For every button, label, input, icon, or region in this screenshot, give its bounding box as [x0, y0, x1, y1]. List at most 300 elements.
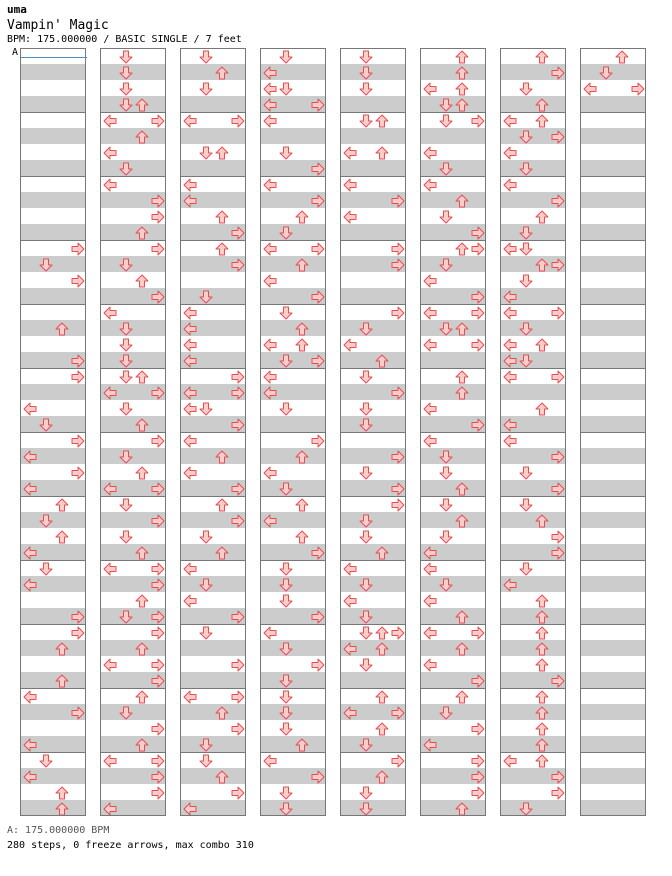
arrow-right-icon [391, 754, 405, 768]
arrow-down-icon [119, 258, 133, 272]
measure-line [21, 112, 85, 113]
row-stripe [421, 704, 485, 720]
row-stripe [341, 512, 405, 528]
arrow-down-icon [279, 50, 293, 64]
arrow-up-icon [455, 514, 469, 528]
arrow-right-icon [311, 610, 325, 624]
measure-line [181, 624, 245, 625]
arrow-down-icon [279, 354, 293, 368]
row-stripe [501, 800, 565, 816]
measure-line [101, 688, 165, 689]
site-label: uma [7, 3, 27, 16]
arrow-left-icon [23, 402, 37, 416]
arrow-right-icon [311, 434, 325, 448]
row-stripe [341, 800, 405, 816]
measure-line [261, 496, 325, 497]
arrow-right-icon [231, 386, 245, 400]
measure-line [421, 304, 485, 305]
measure-line [101, 112, 165, 113]
arrow-down-icon [599, 66, 613, 80]
arrow-left-icon [183, 306, 197, 320]
row-stripe [101, 544, 165, 560]
measure-line [421, 560, 485, 561]
measure-line [341, 112, 405, 113]
bpm-marker-line [21, 57, 87, 58]
row-stripe [341, 64, 405, 80]
arrow-right-icon [391, 258, 405, 272]
arrow-up-icon [55, 802, 69, 816]
measure-line [501, 496, 565, 497]
arrow-down-icon [439, 210, 453, 224]
row-stripe [21, 320, 85, 336]
arrow-left-icon [23, 738, 37, 752]
measure-line [341, 176, 405, 177]
arrow-up-icon [375, 722, 389, 736]
row-stripe [501, 704, 565, 720]
row-stripe [581, 416, 645, 432]
row-stripe [421, 192, 485, 208]
row-stripe [501, 320, 565, 336]
row-stripe [341, 224, 405, 240]
measure-line [581, 624, 645, 625]
arrow-down-icon [199, 754, 213, 768]
arrow-down-icon [279, 306, 293, 320]
arrow-right-icon [391, 194, 405, 208]
arrow-up-icon [375, 546, 389, 560]
arrow-down-icon [279, 578, 293, 592]
arrow-down-icon [279, 642, 293, 656]
row-stripe [421, 480, 485, 496]
row-stripe [181, 448, 245, 464]
measure-line [181, 304, 245, 305]
arrow-down-icon [279, 690, 293, 704]
arrow-left-icon [183, 354, 197, 368]
row-stripe [101, 736, 165, 752]
arrow-up-icon [375, 642, 389, 656]
arrow-right-icon [551, 66, 565, 80]
row-stripe [181, 288, 245, 304]
arrow-left-icon [263, 386, 277, 400]
row-stripe [341, 768, 405, 784]
arrow-right-icon [71, 274, 85, 288]
row-stripe [21, 416, 85, 432]
measure-line [21, 496, 85, 497]
arrow-right-icon [151, 674, 165, 688]
row-stripe [21, 512, 85, 528]
arrow-up-icon [535, 626, 549, 640]
measure-line [101, 624, 165, 625]
measure-line [501, 624, 565, 625]
arrow-right-icon [551, 530, 565, 544]
row-stripe [181, 128, 245, 144]
arrow-right-icon [151, 514, 165, 528]
arrow-left-icon [183, 114, 197, 128]
arrow-right-icon [551, 194, 565, 208]
measure-line [21, 304, 85, 305]
row-stripe [101, 128, 165, 144]
arrow-right-icon [311, 98, 325, 112]
arrow-down-icon [439, 498, 453, 512]
arrow-left-icon [583, 82, 597, 96]
arrow-left-icon [263, 754, 277, 768]
row-stripe [341, 608, 405, 624]
arrow-down-icon [359, 802, 373, 816]
row-stripe [261, 224, 325, 240]
measure-line [21, 176, 85, 177]
row-stripe [581, 96, 645, 112]
row-stripe [501, 96, 565, 112]
arrow-right-icon [311, 546, 325, 560]
arrow-right-icon [471, 338, 485, 352]
measure-line [261, 688, 325, 689]
arrow-up-icon [455, 242, 469, 256]
measure-line [581, 112, 645, 113]
arrow-left-icon [503, 178, 517, 192]
arrow-up-icon [295, 322, 309, 336]
arrow-right-icon [151, 434, 165, 448]
measure-line [181, 432, 245, 433]
row-stripe [21, 672, 85, 688]
row-stripe [181, 160, 245, 176]
arrow-up-icon [135, 466, 149, 480]
arrow-up-icon [535, 722, 549, 736]
row-stripe [101, 160, 165, 176]
row-stripe [421, 576, 485, 592]
measure-line [101, 432, 165, 433]
row-stripe [501, 640, 565, 656]
row-stripe [341, 96, 405, 112]
row-stripe [21, 640, 85, 656]
arrow-left-icon [423, 658, 437, 672]
arrow-down-icon [279, 562, 293, 576]
arrow-up-icon [375, 770, 389, 784]
row-stripe [341, 352, 405, 368]
arrow-right-icon [471, 722, 485, 736]
measure-line [501, 368, 565, 369]
row-stripe [181, 96, 245, 112]
measure-line [181, 752, 245, 753]
arrow-up-icon [535, 402, 549, 416]
row-stripe [341, 288, 405, 304]
arrow-left-icon [423, 338, 437, 352]
arrow-down-icon [359, 466, 373, 480]
arrow-down-icon [439, 322, 453, 336]
arrow-down-icon [119, 98, 133, 112]
arrow-up-icon [215, 210, 229, 224]
row-stripe [21, 288, 85, 304]
measure-line [261, 112, 325, 113]
measure-line [581, 240, 645, 241]
measure-line [261, 752, 325, 753]
arrow-left-icon [183, 466, 197, 480]
arrow-down-icon [519, 130, 533, 144]
arrow-left-icon [103, 178, 117, 192]
arrow-down-icon [439, 530, 453, 544]
arrow-right-icon [471, 242, 485, 256]
arrow-left-icon [183, 562, 197, 576]
row-stripe [581, 608, 645, 624]
arrow-left-icon [23, 482, 37, 496]
arrow-right-icon [231, 658, 245, 672]
row-stripe [421, 64, 485, 80]
arrow-up-icon [135, 738, 149, 752]
arrow-right-icon [471, 674, 485, 688]
arrow-left-icon [103, 658, 117, 672]
arrow-down-icon [279, 722, 293, 736]
row-stripe [581, 576, 645, 592]
row-stripe [21, 224, 85, 240]
arrow-right-icon [71, 466, 85, 480]
chart-column [500, 48, 566, 816]
arrow-right-icon [311, 354, 325, 368]
arrow-up-icon [135, 226, 149, 240]
row-stripe [101, 704, 165, 720]
arrow-up-icon [535, 114, 549, 128]
arrow-right-icon [231, 690, 245, 704]
arrow-up-icon [375, 626, 389, 640]
row-stripe [581, 480, 645, 496]
arrow-left-icon [503, 418, 517, 432]
row-stripe [581, 704, 645, 720]
row-stripe [181, 672, 245, 688]
row-stripe [341, 576, 405, 592]
arrow-left-icon [23, 450, 37, 464]
arrow-down-icon [119, 498, 133, 512]
measure-line [341, 688, 405, 689]
arrow-left-icon [503, 370, 517, 384]
arrow-left-icon [503, 578, 517, 592]
arrow-right-icon [311, 290, 325, 304]
arrow-left-icon [423, 274, 437, 288]
arrow-down-icon [279, 786, 293, 800]
arrow-down-icon [519, 562, 533, 576]
arrow-up-icon [215, 146, 229, 160]
measure-line [181, 240, 245, 241]
row-stripe [21, 800, 85, 816]
row-stripe [341, 320, 405, 336]
measure-line [181, 496, 245, 497]
arrow-left-icon [503, 242, 517, 256]
arrow-down-icon [359, 786, 373, 800]
arrow-right-icon [551, 674, 565, 688]
arrow-up-icon [455, 194, 469, 208]
arrow-right-icon [631, 82, 645, 96]
arrow-down-icon [439, 114, 453, 128]
arrow-left-icon [503, 114, 517, 128]
arrow-up-icon [455, 802, 469, 816]
arrow-right-icon [391, 450, 405, 464]
arrow-left-icon [423, 402, 437, 416]
measure-line [501, 304, 565, 305]
arrow-left-icon [503, 146, 517, 160]
measure-line [101, 176, 165, 177]
arrow-up-icon [455, 98, 469, 112]
arrow-up-icon [295, 530, 309, 544]
row-stripe [501, 736, 565, 752]
arrow-left-icon [503, 354, 517, 368]
row-stripe [181, 544, 245, 560]
arrow-down-icon [119, 610, 133, 624]
arrow-up-icon [375, 146, 389, 160]
arrow-left-icon [23, 546, 37, 560]
row-stripe [261, 640, 325, 656]
arrow-right-icon [551, 786, 565, 800]
measure-line [21, 368, 85, 369]
arrow-up-icon [455, 482, 469, 496]
arrow-up-icon [135, 98, 149, 112]
arrow-right-icon [71, 626, 85, 640]
arrow-down-icon [119, 402, 133, 416]
chart-stats: 280 steps, 0 freeze arrows, max combo 310 [7, 840, 254, 851]
arrow-down-icon [199, 290, 213, 304]
arrow-right-icon [151, 386, 165, 400]
arrow-right-icon [551, 370, 565, 384]
arrow-down-icon [359, 738, 373, 752]
arrow-up-icon [375, 690, 389, 704]
arrow-up-icon [455, 50, 469, 64]
measure-line [421, 240, 485, 241]
arrow-down-icon [439, 578, 453, 592]
arrow-up-icon [535, 594, 549, 608]
arrow-down-icon [119, 450, 133, 464]
arrow-up-icon [215, 706, 229, 720]
arrow-up-icon [455, 322, 469, 336]
arrow-down-icon [39, 514, 53, 528]
arrow-down-icon [119, 370, 133, 384]
row-stripe [261, 128, 325, 144]
row-stripe [101, 352, 165, 368]
row-stripe [581, 352, 645, 368]
arrow-down-icon [279, 226, 293, 240]
measure-line [21, 688, 85, 689]
arrow-left-icon [343, 562, 357, 576]
measure-line [101, 304, 165, 305]
arrow-right-icon [471, 754, 485, 768]
arrow-right-icon [151, 770, 165, 784]
arrow-up-icon [295, 498, 309, 512]
arrow-up-icon [55, 322, 69, 336]
arrow-right-icon [311, 162, 325, 176]
arrow-down-icon [439, 706, 453, 720]
arrow-right-icon [391, 498, 405, 512]
row-stripe [261, 800, 325, 816]
measure-line [501, 752, 565, 753]
arrow-right-icon [231, 514, 245, 528]
arrow-left-icon [103, 306, 117, 320]
arrow-down-icon [119, 66, 133, 80]
arrow-left-icon [183, 338, 197, 352]
chart-column [260, 48, 326, 816]
row-stripe [581, 192, 645, 208]
arrow-up-icon [215, 546, 229, 560]
measure-line [421, 688, 485, 689]
chart-column [340, 48, 406, 816]
measure-line [341, 560, 405, 561]
arrow-right-icon [151, 578, 165, 592]
arrow-down-icon [199, 738, 213, 752]
arrow-down-icon [119, 162, 133, 176]
arrow-right-icon [471, 306, 485, 320]
arrow-left-icon [423, 626, 437, 640]
measure-line [501, 688, 565, 689]
row-stripe [581, 736, 645, 752]
arrow-up-icon [455, 642, 469, 656]
row-stripe [581, 320, 645, 336]
arrow-left-icon [103, 146, 117, 160]
row-stripe [101, 640, 165, 656]
arrow-left-icon [103, 754, 117, 768]
arrow-down-icon [39, 418, 53, 432]
arrow-up-icon [455, 82, 469, 96]
arrow-left-icon [263, 514, 277, 528]
arrow-up-icon [535, 754, 549, 768]
arrow-left-icon [263, 338, 277, 352]
arrow-down-icon [359, 50, 373, 64]
measure-line [101, 496, 165, 497]
arrow-down-icon [119, 82, 133, 96]
measure-line [421, 112, 485, 113]
arrow-left-icon [183, 802, 197, 816]
row-stripe [581, 128, 645, 144]
arrow-right-icon [231, 610, 245, 624]
arrow-right-icon [551, 450, 565, 464]
arrow-right-icon [391, 386, 405, 400]
arrow-down-icon [439, 450, 453, 464]
arrow-up-icon [375, 354, 389, 368]
row-stripe [501, 384, 565, 400]
measure-line [21, 240, 85, 241]
measure-line [421, 176, 485, 177]
arrow-down-icon [439, 258, 453, 272]
arrow-down-icon [359, 626, 373, 640]
bpm-marker: A [12, 47, 19, 58]
arrow-left-icon [343, 642, 357, 656]
row-stripe [101, 320, 165, 336]
arrow-left-icon [103, 114, 117, 128]
arrow-up-icon [215, 770, 229, 784]
arrow-up-icon [55, 786, 69, 800]
row-stripe [421, 96, 485, 112]
arrow-left-icon [423, 562, 437, 576]
row-stripe [181, 736, 245, 752]
measure-line [501, 112, 565, 113]
arrow-right-icon [71, 354, 85, 368]
arrow-left-icon [503, 306, 517, 320]
arrow-down-icon [199, 146, 213, 160]
arrow-left-icon [183, 194, 197, 208]
arrow-left-icon [343, 706, 357, 720]
arrow-right-icon [391, 706, 405, 720]
row-stripe [341, 672, 405, 688]
arrow-up-icon [215, 66, 229, 80]
arrow-right-icon [231, 226, 245, 240]
arrow-up-icon [295, 210, 309, 224]
arrow-right-icon [311, 194, 325, 208]
measure-line [581, 688, 645, 689]
arrow-left-icon [423, 738, 437, 752]
row-stripe [421, 384, 485, 400]
measure-line [181, 112, 245, 113]
arrow-left-icon [503, 290, 517, 304]
arrow-left-icon [103, 482, 117, 496]
arrow-right-icon [231, 370, 245, 384]
arrow-left-icon [423, 546, 437, 560]
arrow-down-icon [119, 354, 133, 368]
arrow-up-icon [535, 642, 549, 656]
arrow-up-icon [535, 258, 549, 272]
arrow-right-icon [231, 114, 245, 128]
arrow-right-icon [231, 786, 245, 800]
